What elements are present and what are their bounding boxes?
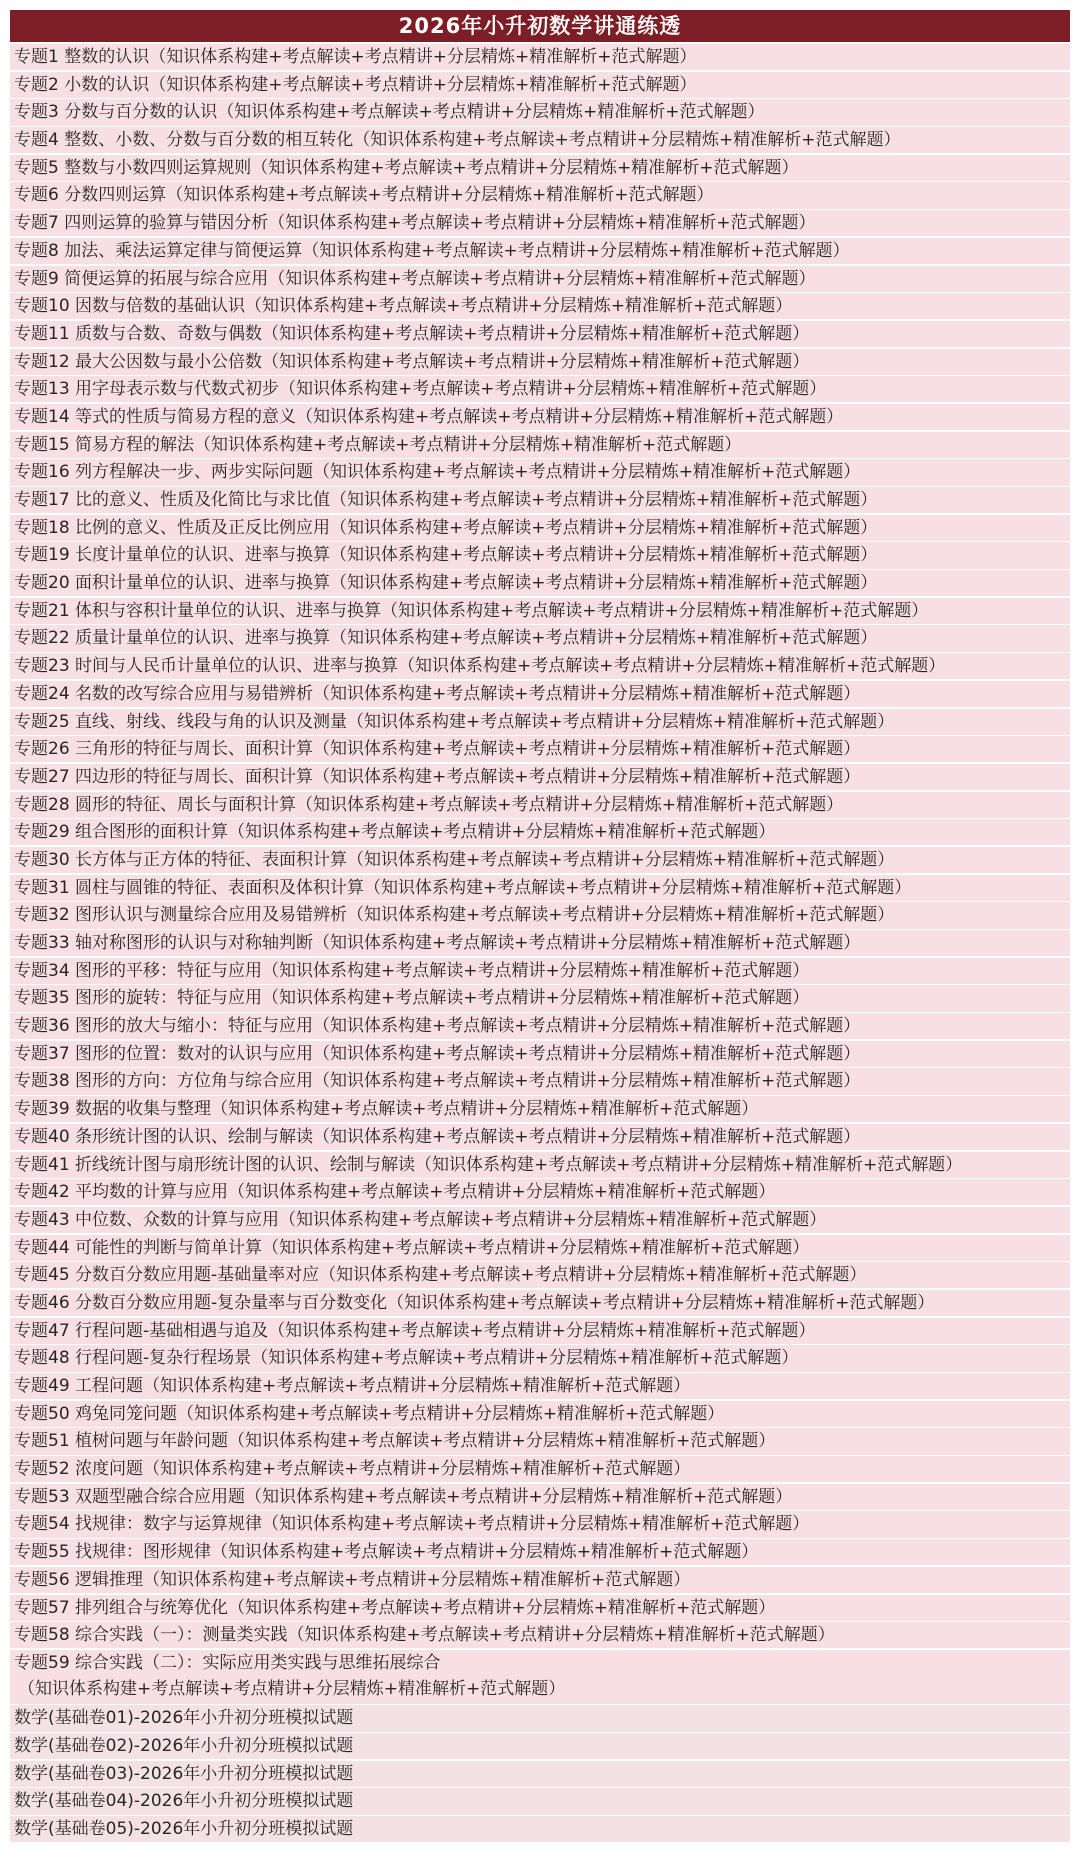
topic-row-39: 专题39 数据的收集与整理（知识体系构建+考点解读+考点精讲+分层精炼+精准解析+范式解题） — [10, 1096, 1070, 1122]
topic-row-17: 专题17 比的意义、性质及化简比与求比值（知识体系构建+考点解读+考点精讲+分层精炼+精准解析+范式解题） — [10, 487, 1070, 513]
topic-list — [10, 44, 1070, 1844]
topic-row-37: 专题37 图形的位置：数对的认识与应用（知识体系构建+考点解读+考点精讲+分层精炼+精准解析+范式解题） — [10, 1041, 1070, 1067]
topic-row-51: 专题51 植树问题与年龄问题（知识体系构建+考点解读+考点精讲+分层精炼+精准解析+范式解题） — [10, 1428, 1070, 1454]
topic-row-7: 专题7 四则运算的验算与错因分析（知识体系构建+考点解读+考点精讲+分层精炼+精准解析+范式解题） — [10, 210, 1070, 236]
topic-row-33: 专题33 轴对称图形的认识与对称轴判断（知识体系构建+考点解读+考点精讲+分层精炼+精准解析+范式解题） — [10, 930, 1070, 956]
topic-row-11: 专题11 质数与合数、奇数与偶数（知识体系构建+考点解读+考点精讲+分层精炼+精准解析+范式解题） — [10, 321, 1070, 347]
topic-row-49: 专题49 工程问题（知识体系构建+考点解读+考点精讲+分层精炼+精准解析+范式解题） — [10, 1373, 1070, 1399]
exam-row-1: 数学(基础卷01)-2026年小升初分班模拟试题 — [10, 1705, 1070, 1731]
topic-row-5: 专题5 整数与小数四则运算规则（知识体系构建+考点解读+考点精讲+分层精炼+精准解析+范式解题） — [10, 155, 1070, 181]
topic-row-12: 专题12 最大公因数与最小公倍数（知识体系构建+考点解读+考点精讲+分层精炼+精准解析+范式解题） — [10, 349, 1070, 375]
topic-row-54: 专题54 找规律：数字与运算规律（知识体系构建+考点解读+考点精讲+分层精炼+精准解析+范式解题） — [10, 1511, 1070, 1537]
topic-row-23: 专题23 时间与人民币计量单位的认识、进率与换算（知识体系构建+考点解读+考点精讲+分层精炼+精准解析+范式解题） — [10, 653, 1070, 679]
topic-row-59 — [10, 1650, 1070, 1704]
topic-row-6: 专题6 分数四则运算（知识体系构建+考点解读+考点精讲+分层精炼+精准解析+范式解题） — [10, 182, 1070, 208]
topic-row-3: 专题3 分数与百分数的认识（知识体系构建+考点解读+考点精讲+分层精炼+精准解析+范式解题） — [10, 99, 1070, 125]
exam-row-3: 数学(基础卷03)-2026年小升初分班模拟试题 — [10, 1761, 1070, 1787]
topic-row-34: 专题34 图形的平移：特征与应用（知识体系构建+考点解读+考点精讲+分层精炼+精准解析+范式解题） — [10, 958, 1070, 984]
exam-rows — [10, 1705, 1070, 1842]
topic-row-52: 专题52 浓度问题（知识体系构建+考点解读+考点精讲+分层精炼+精准解析+范式解题） — [10, 1456, 1070, 1482]
topic-row-16: 专题16 列方程解决一步、两步实际问题（知识体系构建+考点解读+考点精讲+分层精炼+精准解析+范式解题） — [10, 459, 1070, 485]
topic-row-30: 专题30 长方体与正方体的特征、表面积计算（知识体系构建+考点解读+考点精讲+分层精炼+精准解析+范式解题） — [10, 847, 1070, 873]
topic-row-46: 专题46 分数百分数应用题-复杂量率与百分数变化（知识体系构建+考点解读+考点精讲+分层精炼+精准解析+范式解题） — [10, 1290, 1070, 1316]
topic-row-20: 专题20 面积计量单位的认识、进率与换算（知识体系构建+考点解读+考点精讲+分层精炼+精准解析+范式解题） — [10, 570, 1070, 596]
topic-row-56: 专题56 逻辑推理（知识体系构建+考点解读+考点精讲+分层精炼+精准解析+范式解题） — [10, 1567, 1070, 1593]
topic-row-57: 专题57 排列组合与统筹优化（知识体系构建+考点解读+考点精讲+分层精炼+精准解析+范式解题） — [10, 1595, 1070, 1621]
topic-row-55: 专题55 找规律：图形规律（知识体系构建+考点解读+考点精讲+分层精炼+精准解析+范式解题） — [10, 1539, 1070, 1565]
exam-row-5: 数学(基础卷05)-2026年小升初分班模拟试题 — [10, 1816, 1070, 1842]
topic-59-line2: （知识体系构建+考点解读+考点精讲+分层精炼+精准解析+范式解题） — [18, 1679, 566, 1700]
topic-row-9: 专题9 简便运算的拓展与综合应用（知识体系构建+考点解读+考点精讲+分层精炼+精准解析+范式解题） — [10, 266, 1070, 292]
topic-row-50: 专题50 鸡兔同笼问题（知识体系构建+考点解读+考点精讲+分层精炼+精准解析+范式解题） — [10, 1401, 1070, 1427]
topic-row-27: 专题27 四边形的特征与周长、面积计算（知识体系构建+考点解读+考点精讲+分层精炼+精准解析+范式解题） — [10, 764, 1070, 790]
topic-row-38: 专题38 图形的方向：方位角与综合应用（知识体系构建+考点解读+考点精讲+分层精炼+精准解析+范式解题） — [10, 1068, 1070, 1094]
topic-row-31: 专题31 圆柱与圆锥的特征、表面积及体积计算（知识体系构建+考点解读+考点精讲+分层精炼+精准解析+范式解题） — [10, 875, 1070, 901]
topic-row-8: 专题8 加法、乘法运算定律与简便运算（知识体系构建+考点解读+考点精讲+分层精炼+精准解析+范式解题） — [10, 238, 1070, 264]
topic-row-13: 专题13 用字母表示数与代数式初步（知识体系构建+考点解读+考点精讲+分层精炼+精准解析+范式解题） — [10, 376, 1070, 402]
topic-row-47: 专题47 行程问题-基础相遇与追及（知识体系构建+考点解读+考点精讲+分层精炼+精准解析+范式解题） — [10, 1318, 1070, 1344]
topic-row-19: 专题19 长度计量单位的认识、进率与换算（知识体系构建+考点解读+考点精讲+分层精炼+精准解析+范式解题） — [10, 542, 1070, 568]
topic-rows — [10, 44, 1070, 1648]
topic-row-4: 专题4 整数、小数、分数与百分数的相互转化（知识体系构建+考点解读+考点精讲+分层精炼+精准解析+范式解题） — [10, 127, 1070, 153]
topic-59-line1: 专题59 综合实践（二）：实际应用类实践与思维拓展综合 — [14, 1652, 441, 1673]
topic-row-18: 专题18 比例的意义、性质及正反比例应用（知识体系构建+考点解读+考点精讲+分层精炼+精准解析+范式解题） — [10, 515, 1070, 541]
topic-row-44: 专题44 可能性的判断与简单计算（知识体系构建+考点解读+考点精讲+分层精炼+精准解析+范式解题） — [10, 1235, 1070, 1261]
topic-row-26: 专题26 三角形的特征与周长、面积计算（知识体系构建+考点解读+考点精讲+分层精炼+精准解析+范式解题） — [10, 736, 1070, 762]
topic-row-48: 专题48 行程问题-复杂行程场景（知识体系构建+考点解读+考点精讲+分层精炼+精准解析+范式解题） — [10, 1345, 1070, 1371]
topic-row-35: 专题35 图形的旋转：特征与应用（知识体系构建+考点解读+考点精讲+分层精炼+精准解析+范式解题） — [10, 985, 1070, 1011]
topic-row-10: 专题10 因数与倍数的基础认识（知识体系构建+考点解读+考点精讲+分层精炼+精准解析+范式解题） — [10, 293, 1070, 319]
topic-row-22: 专题22 质量计量单位的认识、进率与换算（知识体系构建+考点解读+考点精讲+分层精炼+精准解析+范式解题） — [10, 625, 1070, 651]
topic-row-1: 专题1 整数的认识（知识体系构建+考点解读+考点精讲+分层精炼+精准解析+范式解题） — [10, 44, 1070, 70]
topic-row-25: 专题25 直线、射线、线段与角的认识及测量（知识体系构建+考点解读+考点精讲+分层精炼+精准解析+范式解题） — [10, 709, 1070, 735]
topic-row-14: 专题14 等式的性质与简易方程的意义（知识体系构建+考点解读+考点精讲+分层精炼+精准解析+范式解题） — [10, 404, 1070, 430]
topic-row-42: 专题42 平均数的计算与应用（知识体系构建+考点解读+考点精讲+分层精炼+精准解析+范式解题） — [10, 1179, 1070, 1205]
topic-row-36: 专题36 图形的放大与缩小：特征与应用（知识体系构建+考点解读+考点精讲+分层精炼+精准解析+范式解题） — [10, 1013, 1070, 1039]
topic-row-21: 专题21 体积与容积计量单位的认识、进率与换算（知识体系构建+考点解读+考点精讲+分层精炼+精准解析+范式解题） — [10, 598, 1070, 624]
topic-row-24: 专题24 名数的改写综合应用与易错辨析（知识体系构建+考点解读+考点精讲+分层精炼+精准解析+范式解题） — [10, 681, 1070, 707]
topic-row-32: 专题32 图形认识与测量综合应用及易错辨析（知识体系构建+考点解读+考点精讲+分层精炼+精准解析+范式解题） — [10, 902, 1070, 928]
exam-row-4: 数学(基础卷04)-2026年小升初分班模拟试题 — [10, 1788, 1070, 1814]
page-title: 2026年小升初数学讲通练透 — [10, 10, 1070, 42]
exam-row-2: 数学(基础卷02)-2026年小升初分班模拟试题 — [10, 1733, 1070, 1759]
topic-row-45: 专题45 分数百分数应用题-基础量率对应（知识体系构建+考点解读+考点精讲+分层精炼+精准解析+范式解题） — [10, 1262, 1070, 1288]
topic-row-28: 专题28 圆形的特征、周长与面积计算（知识体系构建+考点解读+考点精讲+分层精炼+精准解析+范式解题） — [10, 792, 1070, 818]
topic-row-15: 专题15 简易方程的解法（知识体系构建+考点解读+考点精讲+分层精炼+精准解析+范式解题） — [10, 432, 1070, 458]
topic-row-40: 专题40 条形统计图的认识、绘制与解读（知识体系构建+考点解读+考点精讲+分层精炼+精准解析+范式解题） — [10, 1124, 1070, 1150]
topic-row-2: 专题2 小数的认识（知识体系构建+考点解读+考点精讲+分层精炼+精准解析+范式解题） — [10, 72, 1070, 98]
topic-row-29: 专题29 组合图形的面积计算（知识体系构建+考点解读+考点精讲+分层精炼+精准解析+范式解题） — [10, 819, 1070, 845]
topic-row-58: 专题58 综合实践（一）：测量类实践（知识体系构建+考点解读+考点精讲+分层精炼+精准解析+范式解题） — [10, 1622, 1070, 1648]
topic-row-41: 专题41 折线统计图与扇形统计图的认识、绘制与解读（知识体系构建+考点解读+考点精讲+分层精炼+精准解析+范式解题） — [10, 1152, 1070, 1178]
topic-row-53: 专题53 双题型融合综合应用题（知识体系构建+考点解读+考点精讲+分层精炼+精准解析+范式解题） — [10, 1484, 1070, 1510]
topic-row-43: 专题43 中位数、众数的计算与应用（知识体系构建+考点解读+考点精讲+分层精炼+精准解析+范式解题） — [10, 1207, 1070, 1233]
